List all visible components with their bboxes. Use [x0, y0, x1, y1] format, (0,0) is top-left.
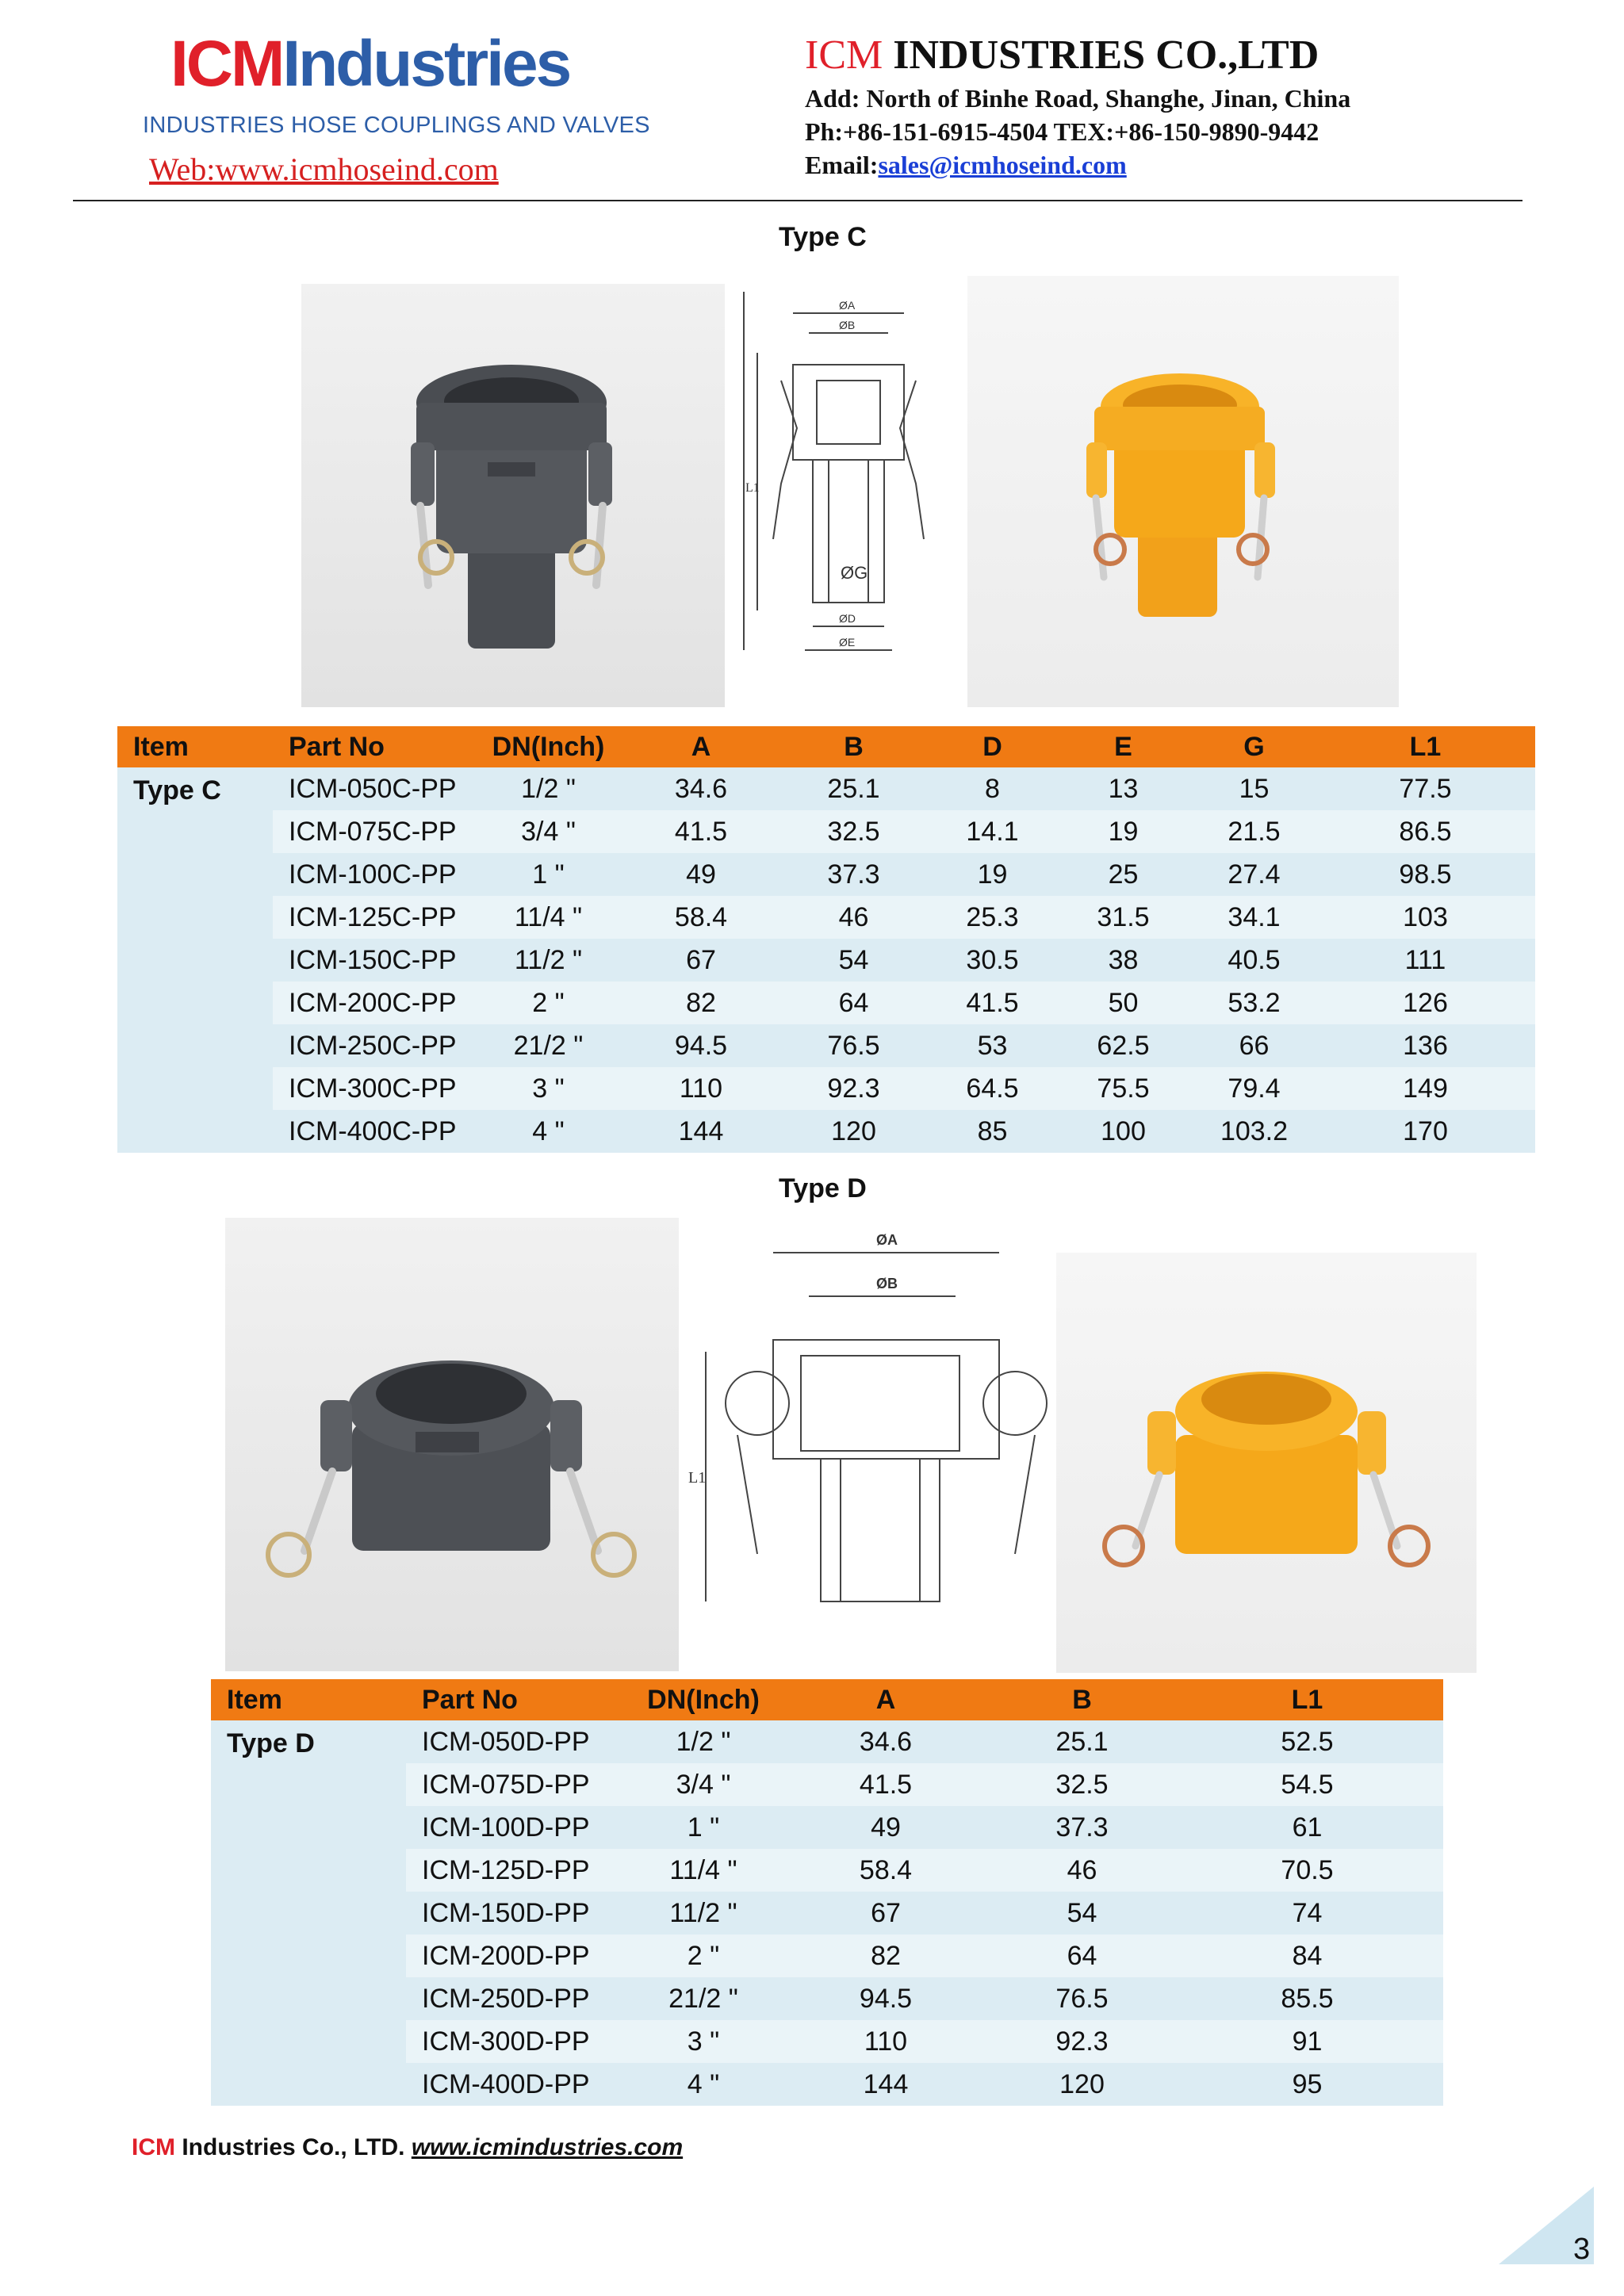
table-cell: 144 — [779, 2063, 993, 2106]
type-d-grey-photo — [225, 1218, 679, 1671]
table-cell: 34.6 — [626, 767, 776, 810]
drawing-c-label-g: ØG — [841, 563, 868, 583]
table-cell: 46 — [993, 1849, 1171, 1892]
item-group-cell: Type D — [211, 1720, 406, 2106]
part-no-cell: ICM-125D-PP — [406, 1849, 628, 1892]
table-cell: 53.2 — [1193, 982, 1316, 1024]
table-row — [117, 767, 1535, 810]
part-no-cell: ICM-075C-PP — [273, 810, 471, 853]
table-cell: 64.5 — [931, 1067, 1054, 1110]
part-no-cell: ICM-200C-PP — [273, 982, 471, 1024]
part-no-cell: ICM-150D-PP — [406, 1892, 628, 1934]
table-cell: 2 " — [628, 1934, 779, 1977]
company-phone: Ph:+86-151-6915-4504 TEX:+86-150-9890-9442 — [805, 117, 1320, 146]
table-cell: 84 — [1171, 1934, 1443, 1977]
logo-icm-text: ICM — [170, 28, 283, 100]
table-cell: 14.1 — [931, 810, 1054, 853]
table-cell: 41.5 — [931, 982, 1054, 1024]
table-cell: 13 — [1054, 767, 1193, 810]
table-cell: 50 — [1054, 982, 1193, 1024]
table-cell: 32.5 — [993, 1763, 1171, 1806]
type-d-header-row — [211, 1679, 1443, 1720]
col-l1: L1 — [1316, 726, 1535, 767]
drawing-c-label-l1: L1 — [745, 481, 760, 495]
table-cell: 54.5 — [1171, 1763, 1443, 1806]
table-cell: 76.5 — [776, 1024, 931, 1067]
col-e: E — [1054, 726, 1193, 767]
table-cell: 25 — [1054, 853, 1193, 896]
table-cell: 30.5 — [931, 939, 1054, 982]
table-cell: 94.5 — [779, 1977, 993, 2020]
table-cell: 120 — [776, 1110, 931, 1153]
col-l1: L1 — [1171, 1679, 1443, 1720]
table-cell: 34.6 — [779, 1720, 993, 1763]
type-d-spec-table — [211, 1679, 1443, 2106]
table-cell: 49 — [779, 1806, 993, 1849]
logo-industries-text: Industries — [282, 28, 570, 100]
part-no-cell: ICM-400D-PP — [406, 2063, 628, 2106]
type-c-header-row — [117, 726, 1535, 767]
table-cell: 3 " — [471, 1067, 626, 1110]
part-no-cell: ICM-100C-PP — [273, 853, 471, 896]
table-cell: 82 — [626, 982, 776, 1024]
table-cell: 120 — [993, 2063, 1171, 2106]
type-c-technical-drawing — [737, 277, 967, 674]
logo-tagline: INDUSTRIES HOSE COUPLINGS AND VALVES — [143, 113, 650, 138]
table-row — [117, 810, 1535, 853]
table-cell: 110 — [779, 2020, 993, 2063]
table-cell: 37.3 — [993, 1806, 1171, 1849]
type-c-yellow-photo — [967, 276, 1399, 707]
table-cell: 92.3 — [993, 2020, 1171, 2063]
part-no-cell: ICM-300C-PP — [273, 1067, 471, 1110]
table-cell: 126 — [1316, 982, 1535, 1024]
table-cell: 25.1 — [993, 1720, 1171, 1763]
table-cell: 94.5 — [626, 1024, 776, 1067]
table-cell: 62.5 — [1054, 1024, 1193, 1067]
table-cell: 38 — [1054, 939, 1193, 982]
table-cell: 1/2 " — [471, 767, 626, 810]
table-cell: 149 — [1316, 1067, 1535, 1110]
col-d: D — [931, 726, 1054, 767]
table-cell: 64 — [993, 1934, 1171, 1977]
table-cell: 70.5 — [1171, 1849, 1443, 1892]
table-row — [117, 853, 1535, 896]
table-cell: 61 — [1171, 1806, 1443, 1849]
table-cell: 41.5 — [779, 1763, 993, 1806]
col-part-no: Part No — [273, 726, 471, 767]
part-no-cell: ICM-125C-PP — [273, 896, 471, 939]
table-cell: 103.2 — [1193, 1110, 1316, 1153]
type-d-yellow-photo — [1056, 1253, 1477, 1673]
table-cell: 11/2 " — [628, 1892, 779, 1934]
col-a: A — [626, 726, 776, 767]
table-cell: 53 — [931, 1024, 1054, 1067]
col-b: B — [993, 1679, 1171, 1720]
table-row — [117, 939, 1535, 982]
table-cell: 136 — [1316, 1024, 1535, 1067]
table-cell: 4 " — [471, 1110, 626, 1153]
type-d-title: Type D — [779, 1173, 867, 1203]
table-cell: 98.5 — [1316, 853, 1535, 896]
table-cell: 1/2 " — [628, 1720, 779, 1763]
table-cell: 1 " — [471, 853, 626, 896]
part-no-cell: ICM-150C-PP — [273, 939, 471, 982]
table-cell: 8 — [931, 767, 1054, 810]
table-cell: 19 — [1054, 810, 1193, 853]
company-email-line — [805, 151, 1127, 180]
table-cell: 103 — [1316, 896, 1535, 939]
type-d-technical-drawing — [682, 1221, 1055, 1649]
company-address: Add: North of Binhe Road, Shanghe, Jinan, China — [805, 84, 1351, 113]
email-link[interactable]: sales@icmhoseind.com — [878, 151, 1127, 179]
table-cell: 54 — [776, 939, 931, 982]
drawing-c-label-e: ØE — [839, 636, 856, 649]
table-cell: 19 — [931, 853, 1054, 896]
table-cell: 76.5 — [993, 1977, 1171, 2020]
table-cell: 32.5 — [776, 810, 931, 853]
table-cell: 85 — [931, 1110, 1054, 1153]
table-cell: 100 — [1054, 1110, 1193, 1153]
table-cell: 170 — [1316, 1110, 1535, 1153]
table-cell: 95 — [1171, 2063, 1443, 2106]
table-cell: 11/4 " — [471, 896, 626, 939]
table-cell: 40.5 — [1193, 939, 1316, 982]
table-cell: 74 — [1171, 1892, 1443, 1934]
type-c-title: Type C — [779, 222, 867, 252]
table-cell: 91 — [1171, 2020, 1443, 2063]
table-cell: 85.5 — [1171, 1977, 1443, 2020]
table-cell: 79.4 — [1193, 1067, 1316, 1110]
table-cell: 58.4 — [779, 1849, 993, 1892]
part-no-cell: ICM-050D-PP — [406, 1720, 628, 1763]
table-cell: 11/2 " — [471, 939, 626, 982]
part-no-cell: ICM-075D-PP — [406, 1763, 628, 1806]
table-cell: 49 — [626, 853, 776, 896]
table-cell: 27.4 — [1193, 853, 1316, 896]
item-group-cell: Type C — [117, 767, 273, 1153]
col-a: A — [779, 1679, 993, 1720]
part-no-cell: ICM-100D-PP — [406, 1806, 628, 1849]
table-cell: 82 — [779, 1934, 993, 1977]
company-logo — [170, 28, 570, 100]
table-cell: 2 " — [471, 982, 626, 1024]
table-cell: 31.5 — [1054, 896, 1193, 939]
type-c-grey-photo — [301, 284, 725, 707]
table-row — [117, 1067, 1535, 1110]
table-cell: 54 — [993, 1892, 1171, 1934]
table-cell: 21/2 " — [628, 1977, 779, 2020]
table-cell: 75.5 — [1054, 1067, 1193, 1110]
footer-url-link[interactable]: www.icmindustries.com — [411, 2134, 684, 2160]
website-link[interactable]: Web:www.icmhoseind.com — [149, 151, 499, 187]
type-c-spec-table — [117, 726, 1535, 1153]
company-name-prefix: ICM — [805, 33, 883, 78]
table-cell: 25.1 — [776, 767, 931, 810]
table-cell: 37.3 — [776, 853, 931, 896]
table-cell: 3/4 " — [471, 810, 626, 853]
drawing-c-label-b: ØB — [839, 319, 856, 331]
table-cell: 58.4 — [626, 896, 776, 939]
page-number: 3 — [1573, 2233, 1591, 2266]
table-cell: 21/2 " — [471, 1024, 626, 1067]
footer-company: Industries Co., LTD. — [182, 2134, 405, 2160]
table-cell: 64 — [776, 982, 931, 1024]
col-item: Item — [211, 1679, 406, 1720]
drawing-c-label-a: ØA — [839, 299, 856, 312]
table-cell: 4 " — [628, 2063, 779, 2106]
table-cell: 66 — [1193, 1024, 1316, 1067]
table-cell: 111 — [1316, 939, 1535, 982]
col-item: Item — [117, 726, 273, 767]
table-cell: 86.5 — [1316, 810, 1535, 853]
company-name — [805, 32, 1319, 78]
part-no-cell: ICM-050C-PP — [273, 767, 471, 810]
table-row — [117, 896, 1535, 939]
col-dn: DN(Inch) — [471, 726, 626, 767]
drawing-d-label-a: ØA — [876, 1232, 898, 1248]
drawing-d-label-l1: L1 — [688, 1469, 707, 1487]
email-label: Email: — [805, 151, 879, 179]
header-divider — [73, 200, 1522, 201]
col-dn: DN(Inch) — [628, 1679, 779, 1720]
table-cell: 3/4 " — [628, 1763, 779, 1806]
table-cell: 67 — [779, 1892, 993, 1934]
table-cell: 21.5 — [1193, 810, 1316, 853]
part-no-cell: ICM-200D-PP — [406, 1934, 628, 1977]
table-cell: 110 — [626, 1067, 776, 1110]
footer-prefix: ICM — [132, 2134, 175, 2160]
table-cell: 77.5 — [1316, 767, 1535, 810]
table-row — [117, 1024, 1535, 1067]
part-no-cell: ICM-300D-PP — [406, 2020, 628, 2063]
table-cell: 3 " — [628, 2020, 779, 2063]
drawing-d-label-b: ØB — [876, 1276, 898, 1292]
table-cell: 41.5 — [626, 810, 776, 853]
footer — [132, 2134, 683, 2161]
col-g: G — [1193, 726, 1316, 767]
table-cell: 46 — [776, 896, 931, 939]
table-cell: 52.5 — [1171, 1720, 1443, 1763]
col-part-no: Part No — [406, 1679, 628, 1720]
part-no-cell: ICM-250D-PP — [406, 1977, 628, 2020]
part-no-cell: ICM-400C-PP — [273, 1110, 471, 1153]
table-cell: 34.1 — [1193, 896, 1316, 939]
table-cell: 67 — [626, 939, 776, 982]
table-row — [117, 1110, 1535, 1153]
col-b: B — [776, 726, 931, 767]
table-cell: 144 — [626, 1110, 776, 1153]
table-cell: 11/4 " — [628, 1849, 779, 1892]
table-cell: 1 " — [628, 1806, 779, 1849]
table-row — [117, 982, 1535, 1024]
company-name-rest: INDUSTRIES CO.,LTD — [893, 33, 1320, 78]
drawing-c-label-d: ØD — [839, 612, 856, 625]
table-cell: 92.3 — [776, 1067, 931, 1110]
table-cell: 25.3 — [931, 896, 1054, 939]
table-row — [211, 1720, 1443, 1763]
part-no-cell: ICM-250C-PP — [273, 1024, 471, 1067]
table-cell: 15 — [1193, 767, 1316, 810]
